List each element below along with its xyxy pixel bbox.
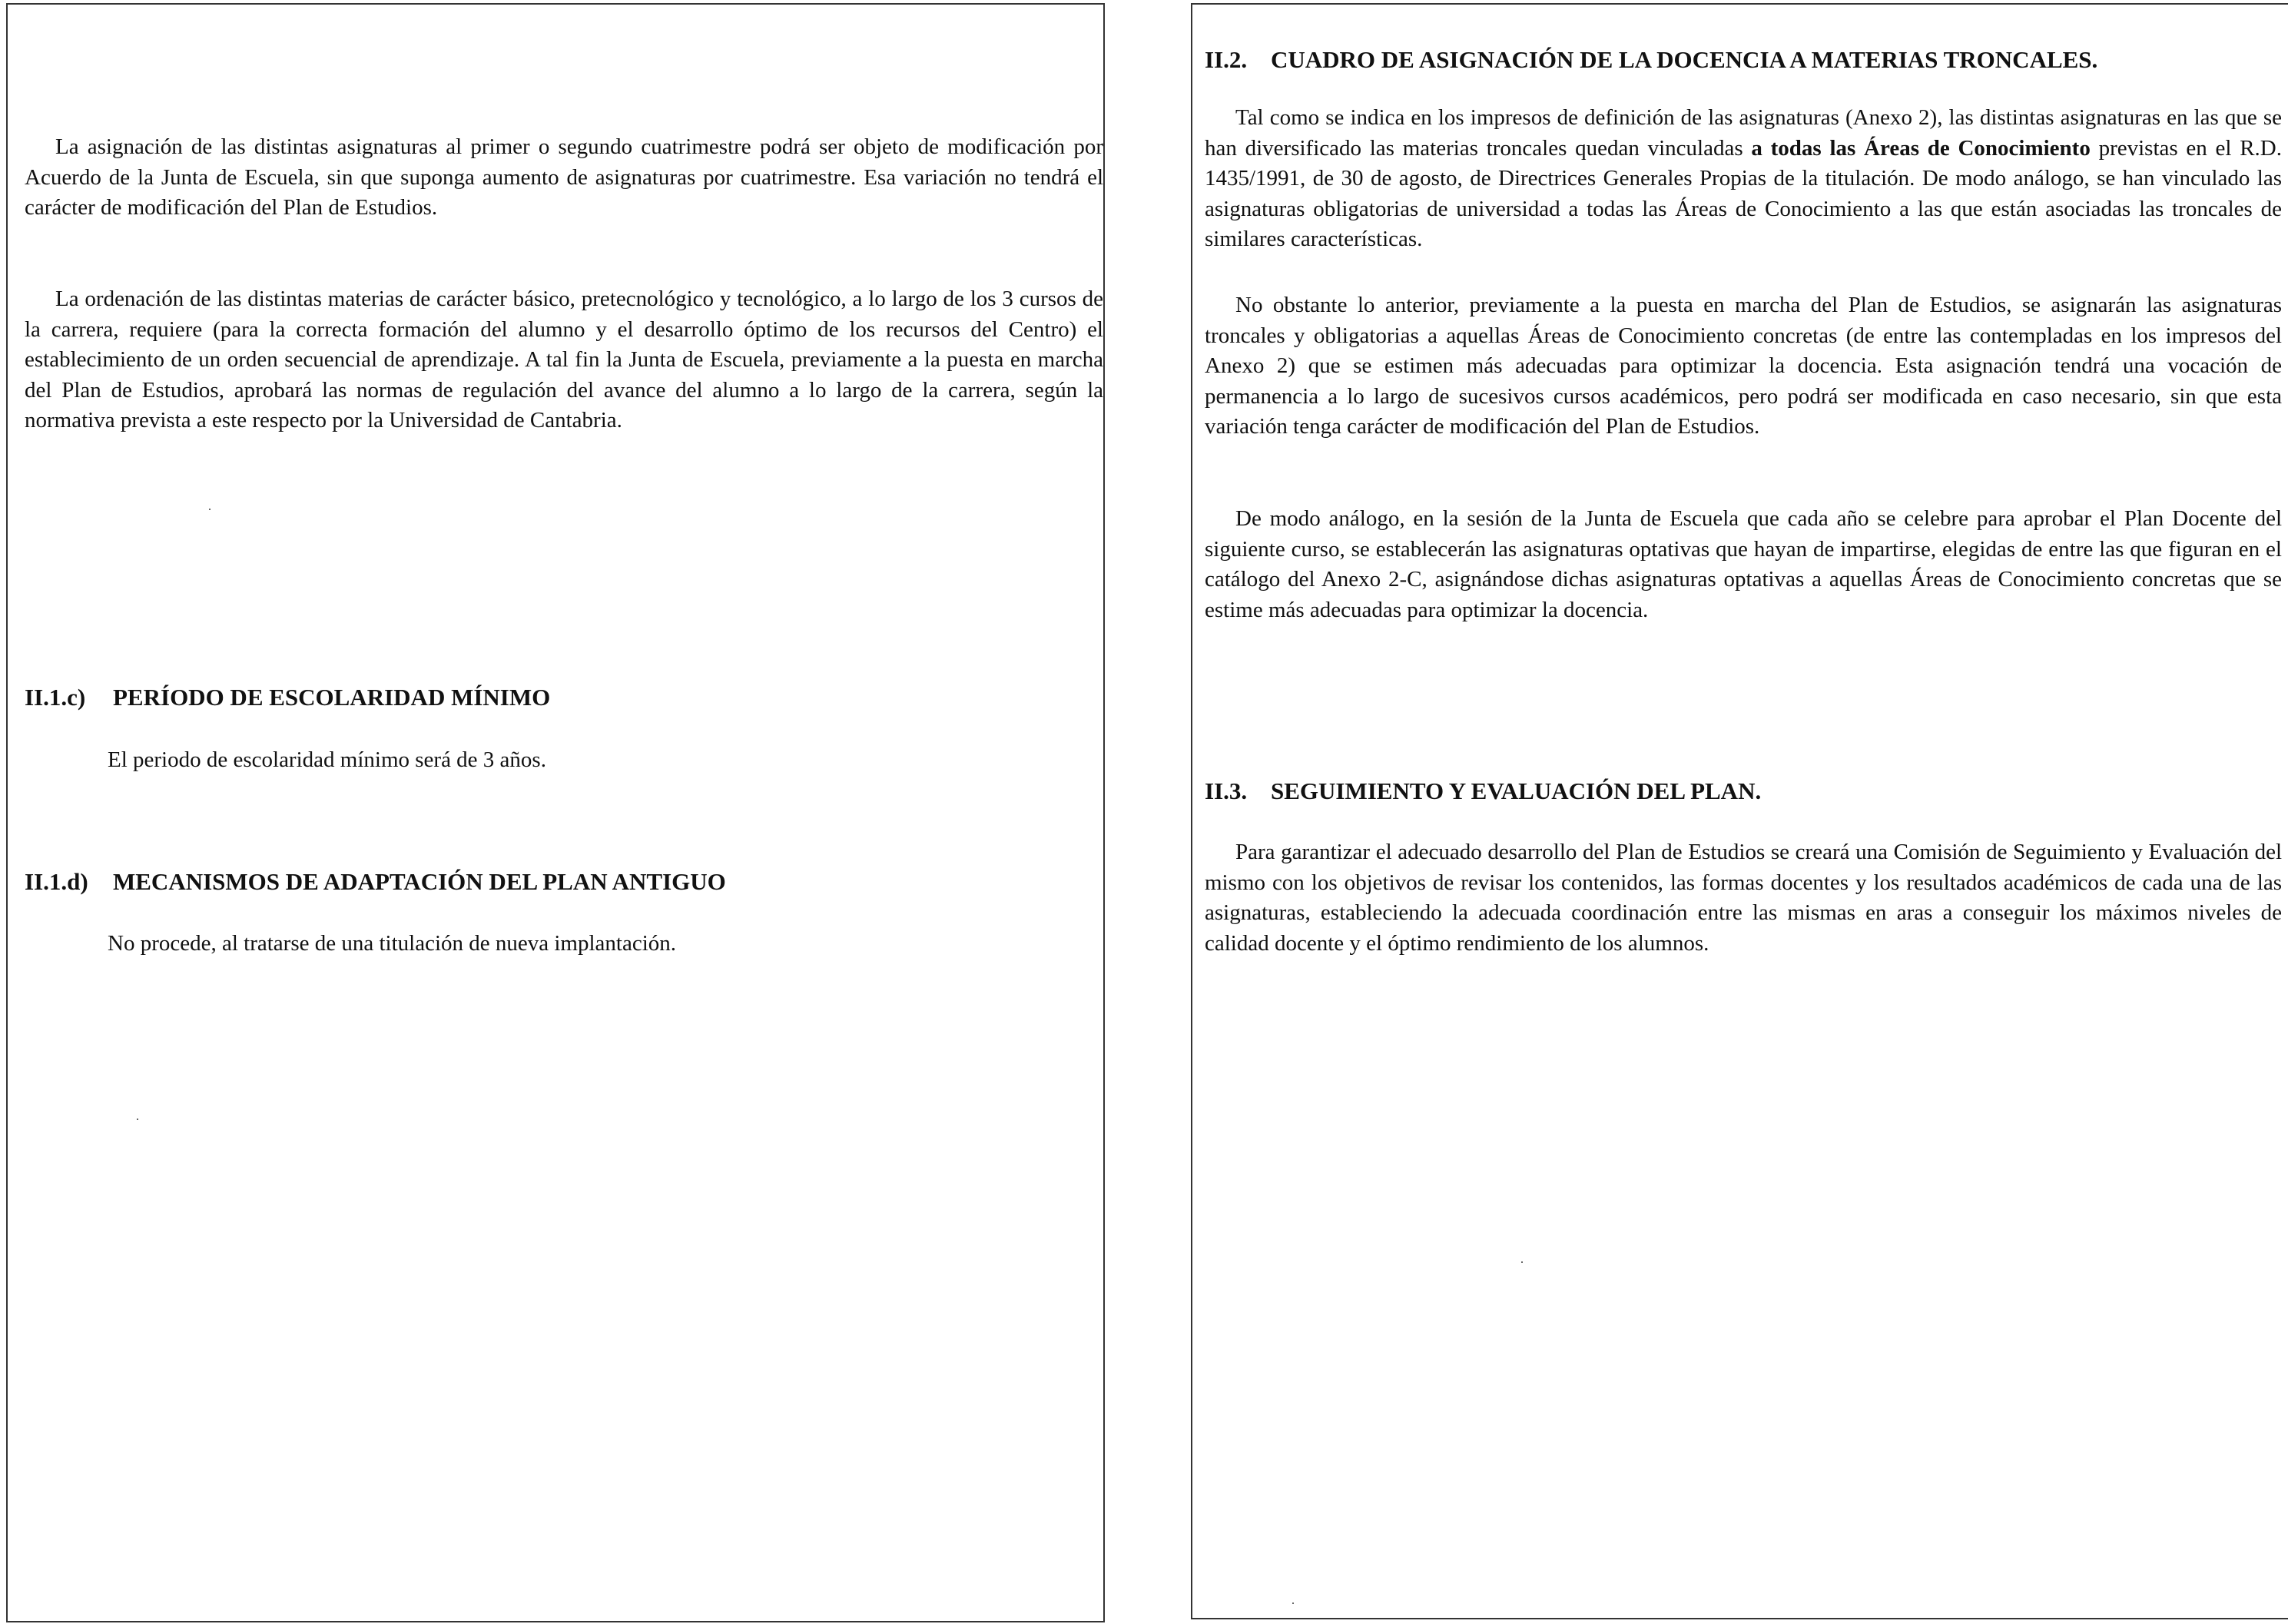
left-page (6, 3, 1105, 1622)
paragraph-no-procede: No procede, al tratarse de una titulación de nueva implantación. (108, 931, 677, 956)
section-number: II.3. (1205, 777, 1248, 804)
heading-periodo-escolaridad (25, 682, 550, 713)
scan-speck (209, 509, 211, 510)
paragraph-asignaturas-troncales (1205, 103, 2282, 255)
section-number: II.2. (1205, 46, 1248, 73)
scan-speck (1521, 1261, 1523, 1263)
heading-cuadro-asignacion (1205, 45, 2097, 75)
scan-speck (137, 1119, 138, 1120)
paragraph-modo-analogo: De modo análogo, en la sesión de la Junta de Escuela que cada año se celebre para aprobar el Plan Docente del siguiente curso, se establecerán las asignaturas optativas que hayan de impartirse, elegidas de entre las que figuran en el catálogo del Anexo 2-C, asignándose dichas asignaturas optativas a aquellas Áreas de Conocimiento concretas que se estime más adecuadas para optimizar la docencia. (1205, 506, 2282, 622)
paragraph-ordenacion: La ordenación de las distintas materias de carácter básico, pretecnológico y tecnológico, a lo largo de los 3 cursos de la carrera, requiere (para la correcta formación del alumno y el desarrollo óptimo de los recursos del Centro) el establecimiento de un orden secuencial de aprendizaje. A tal fin la Junta de Escuela, previamente a la puesta en marcha del Plan de Estudios, aprobará las normas de regulación del avance del alumno a lo largo de la carrera, según la normativa prevista a este respecto por la Universidad de Cantabria. (25, 287, 1103, 433)
paragraph-cuatrimestre: La asignación de las distintas asignaturas al primer o segundo cuatrimestre podrá ser objeto de modificación por Acuerdo de la Junta de Escuela, sin que suponga aumento de asignaturas por cuatrimestre. Esa variación no tendrá el carácter de modificación del Plan de Estudios. (25, 134, 1103, 220)
section-number: II.1.c) (25, 684, 86, 711)
paragraph-escolaridad: El periodo de escolaridad mínimo será de 3 años. (108, 747, 546, 772)
scan-speck (1292, 1602, 1294, 1604)
right-page (1191, 3, 2288, 1619)
section-title: SEGUIMIENTO Y EVALUACIÓN DEL PLAN. (1271, 777, 1762, 804)
section-title: PERÍODO DE ESCOLARIDAD MÍNIMO (113, 684, 551, 711)
text-run: previstas en el R.D. 1435/1991, de 30 de agosto, de Directrices Generales Propias de la titulación. De modo análogo, se han vinculado las asignaturas obligatorias de universidad a todas las Áreas de Conocimiento a las que están asociadas las troncales de similares características. (1205, 135, 2283, 251)
section-title: CUADRO DE ASIGNACIÓN DE LA DOCENCIA A MATERIAS TRONCALES. (1271, 46, 2098, 73)
text-run: Tal como se indica en los impresos de definición de las asignaturas (Anexo 2), las distintas asignaturas en las que se han diversificado las materias troncales quedan vinculadas (1205, 105, 2282, 161)
bold-text-run: a todas las Áreas de Conocimiento (1751, 135, 2091, 161)
heading-mecanismos-adaptacion (25, 867, 726, 897)
section-number: II.1.d) (25, 868, 88, 895)
heading-seguimiento-evaluacion (1205, 776, 1761, 807)
section-title: MECANISMOS DE ADAPTACIÓN DEL PLAN ANTIGUO (113, 868, 726, 895)
paragraph-no-obstante: No obstante lo anterior, previamente a la puesta en marcha del Plan de Estudios, se asignarán las asignaturas troncales y obligatorias a aquellas Áreas de Conocimiento concretas (de entre las contempladas en los impresos del Anexo 2) que se estimen más adecuadas para optimizar la docencia. Esta asignación tendrá una vocación de permanencia a lo largo de sucesivos cursos académicos, pero podrá ser modificada en caso necesario, sin que esta variación tenga carácter de modificación del Plan de Estudios. (1205, 293, 2282, 439)
paragraph-garantizar: Para garantizar el adecuado desarrollo del Plan de Estudios se creará una Comisión de Seguimiento y Evaluación del mismo con los objetivos de revisar los contenidos, las formas docentes y los resultados académicos de cada una de las asignaturas, estableciendo la adecuada coordinación entre las mismas en aras a conseguir los máximos niveles de calidad docente y el óptimo rendimiento de los alumnos. (1205, 840, 2282, 956)
